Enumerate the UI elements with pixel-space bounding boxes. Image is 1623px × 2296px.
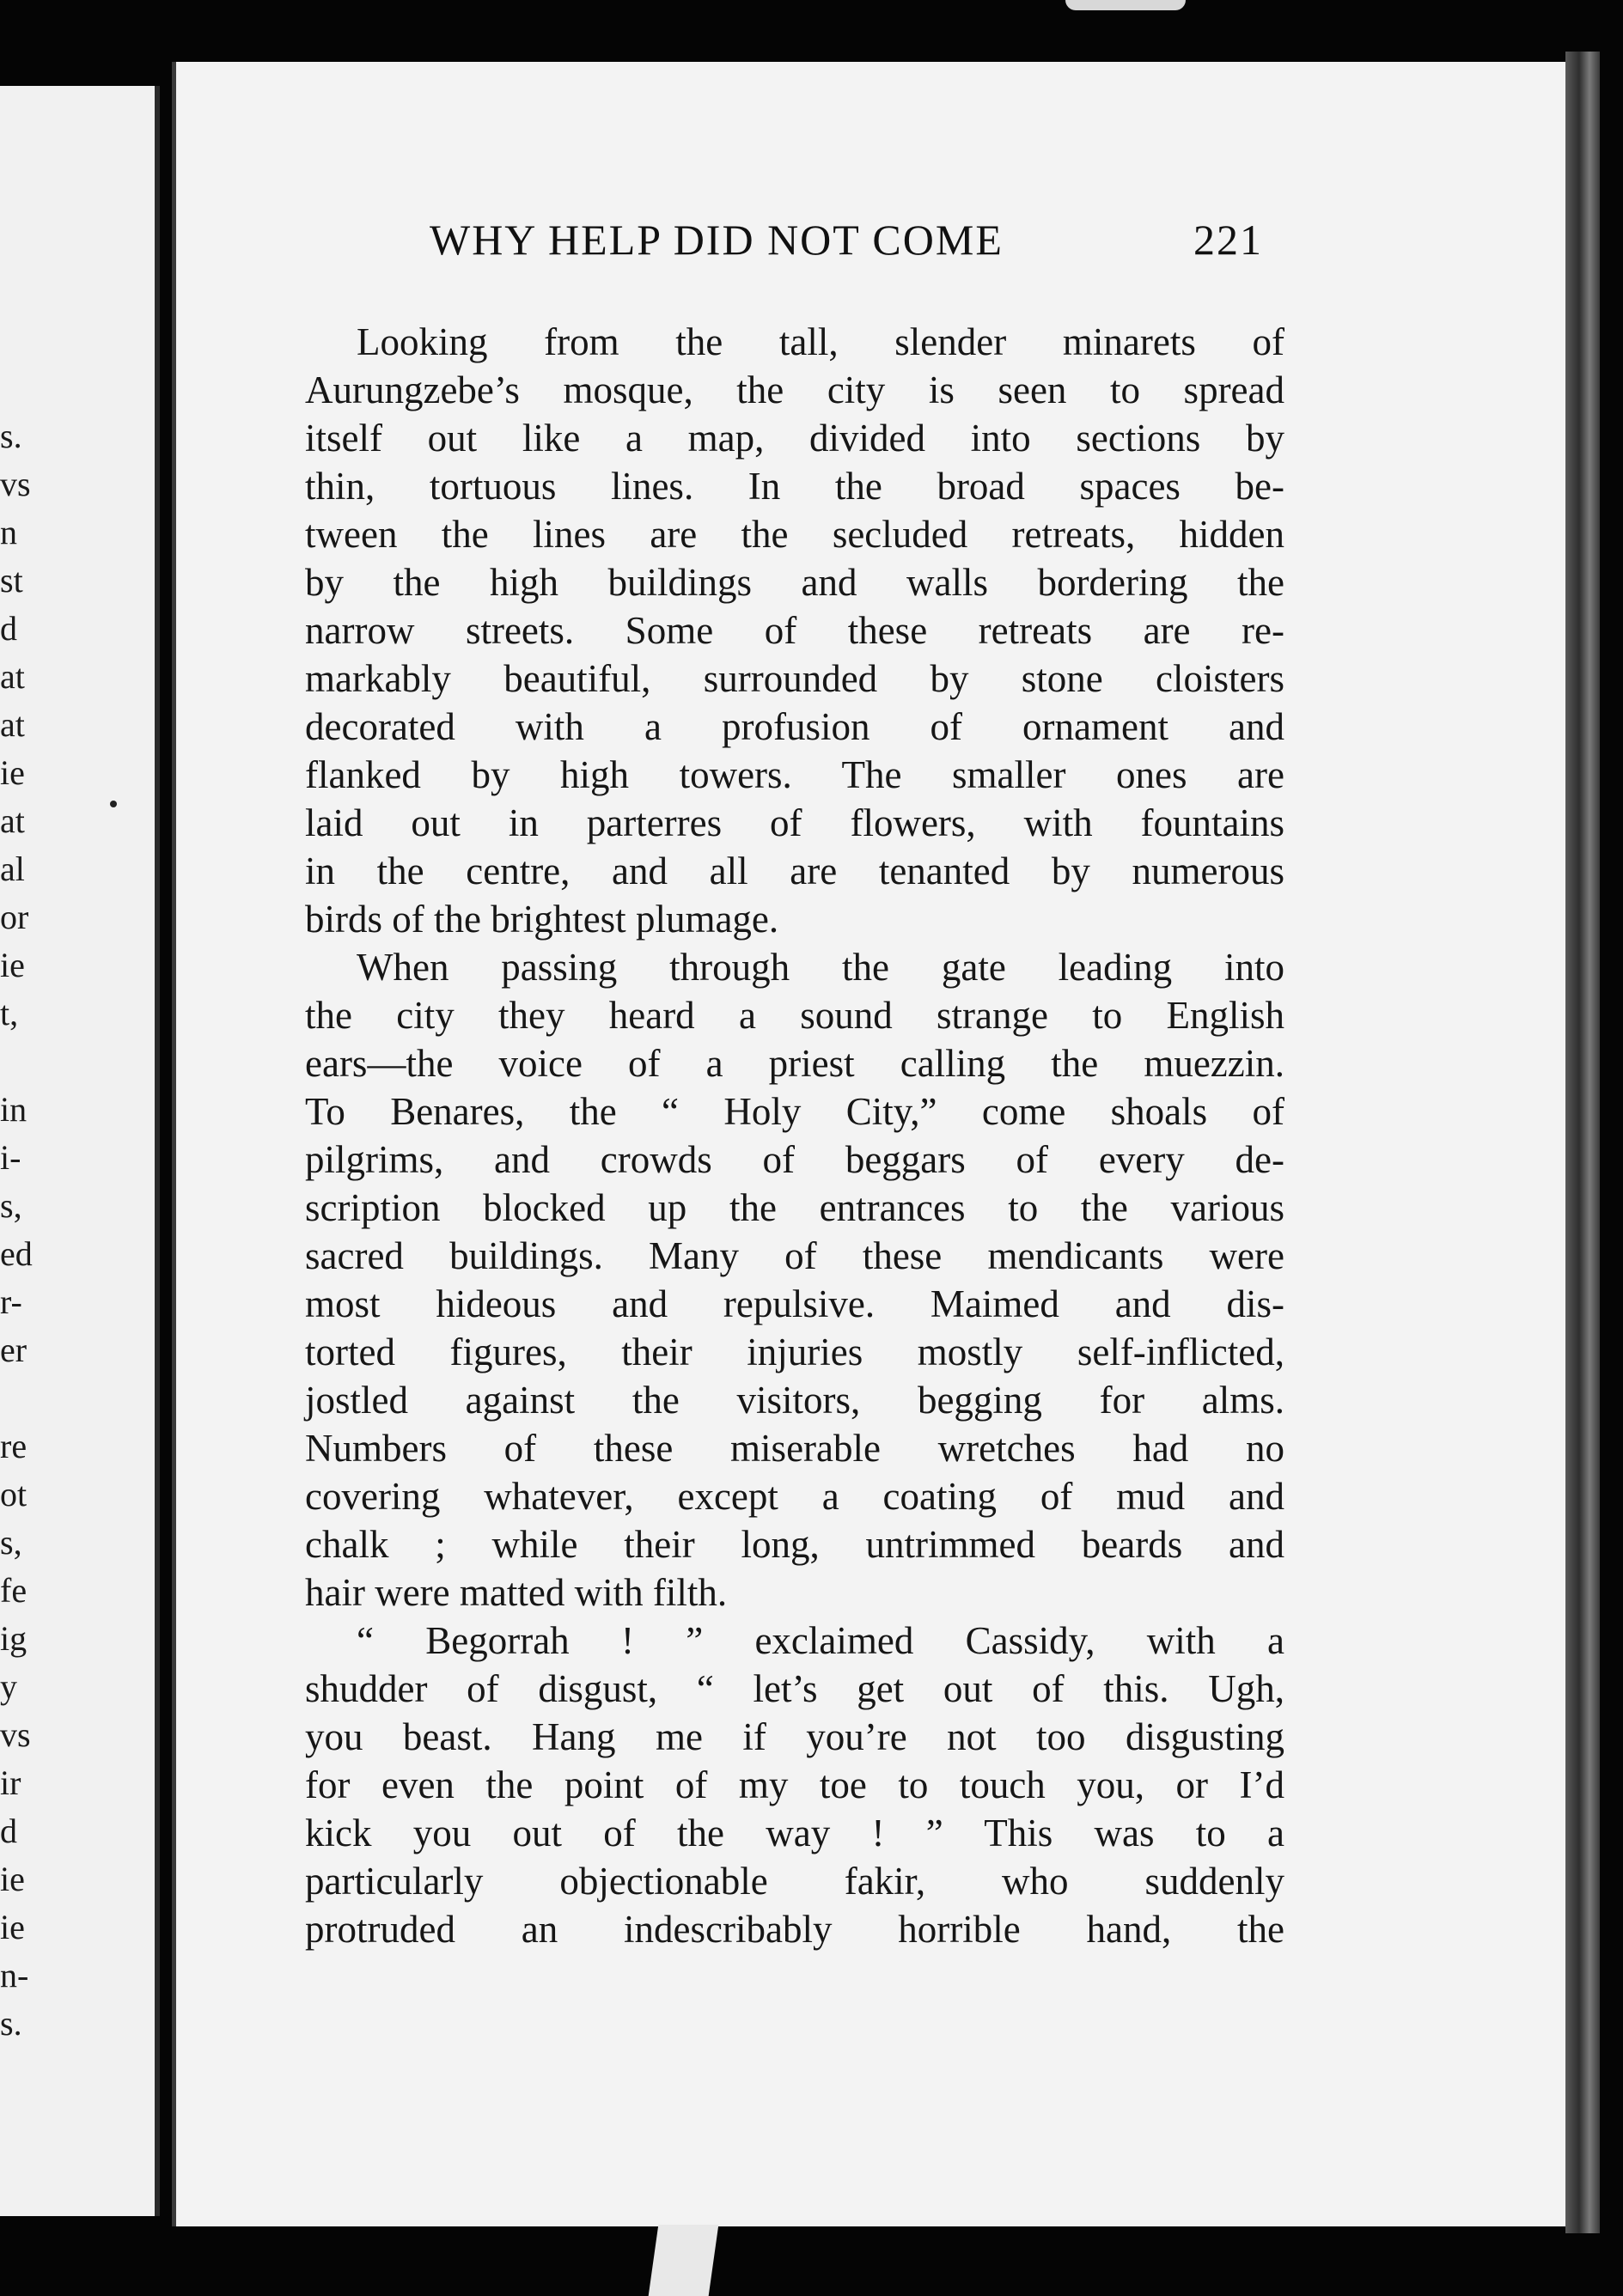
scan-artifact-top	[1065, 0, 1186, 10]
text-line: birds of the brightest plumage.	[305, 898, 779, 941]
left-edge-line: n	[0, 513, 17, 551]
page-number: 221	[1193, 216, 1263, 264]
left-edge-line: y	[0, 1667, 17, 1706]
text-line: covering whatever, except a coating of mud and	[305, 1475, 1284, 1518]
left-edge-line: ir	[0, 1763, 21, 1802]
text-line: markably beautiful, surrounded by stone cloisters	[305, 657, 1284, 700]
text-line: most hideous and repulsive. Maimed and dis-	[305, 1282, 1284, 1325]
left-edge-line: s.	[0, 2004, 22, 2043]
text-line: hair were matted with filth.	[305, 1571, 728, 1614]
left-edge-line: t,	[0, 994, 19, 1032]
left-edge-line: al	[0, 850, 25, 888]
left-edge-line: st	[0, 561, 23, 600]
text-line: pilgrims, and crowds of beggars of every de-	[305, 1138, 1284, 1181]
text-line: protruded an indescribably horrible hand, the	[305, 1908, 1284, 1951]
text-line: kick you out of the way ! ” This was to a	[305, 1812, 1284, 1854]
text-line: sacred buildings. Many of these mendicants were	[305, 1234, 1284, 1277]
left-edge-line: ed	[0, 1234, 33, 1273]
left-edge-line: re	[0, 1427, 27, 1465]
text-line: jostled against the visitors, begging for alms.	[305, 1379, 1284, 1422]
text-line: ears—the voice of a priest calling the muezzin.	[305, 1042, 1284, 1085]
left-edge-line: or	[0, 898, 29, 936]
text-line: scription blocked up the entrances to the various	[305, 1186, 1284, 1229]
left-edge-line: n-	[0, 1956, 29, 1995]
left-edge-line: ie	[0, 946, 25, 984]
text-line: thin, tortuous lines. In the broad spaces be-	[305, 465, 1284, 508]
left-edge-line: s,	[0, 1523, 22, 1562]
text-line: particularly objectionable fakir, who suddenly	[305, 1860, 1284, 1903]
text-line: decorated with a profusion of ornament and	[305, 705, 1284, 748]
text-line: shudder of disgust, “ let’s get out of this. Ugh,	[305, 1667, 1284, 1710]
left-edge-line: ot	[0, 1475, 27, 1513]
bookmark-slip	[648, 2225, 719, 2296]
left-edge-line: at	[0, 705, 25, 744]
left-edge-line: at	[0, 657, 25, 696]
ink-speck	[110, 801, 117, 807]
left-edge-line	[0, 1038, 52, 1086]
text-line: Aurungzebe’s mosque, the city is seen to spread	[305, 368, 1284, 411]
left-page-text-edge	[0, 412, 52, 2048]
left-edge-line: ie	[0, 1860, 25, 1898]
text-line: by the high buildings and walls bordering the	[305, 561, 1284, 604]
text-line: flanked by high towers. The smaller ones are	[305, 753, 1284, 796]
left-edge-line: fe	[0, 1571, 27, 1610]
left-edge-line: ie	[0, 1908, 25, 1946]
page-block-edge	[1565, 52, 1600, 2233]
text-line: itself out like a map, divided into sections by	[305, 417, 1284, 460]
left-edge-line: vs	[0, 1715, 31, 1754]
text-line: torted figures, their injuries mostly self-inflicted,	[305, 1331, 1284, 1373]
text-line: for even the point of my toe to touch you, or I’d	[305, 1763, 1284, 1806]
left-edge-line: i-	[0, 1138, 21, 1177]
text-line: Numbers of these miserable wretches had no	[305, 1427, 1284, 1470]
text-line: chalk ; while their long, untrimmed beards and	[305, 1523, 1284, 1566]
left-edge-line	[0, 1374, 52, 1422]
text-line: laid out in parterres of flowers, with fountains	[305, 801, 1284, 844]
left-edge-line: er	[0, 1331, 27, 1369]
text-line: “ Begorrah ! ” exclaimed Cassidy, with a	[357, 1619, 1284, 1662]
left-edge-line: ie	[0, 753, 25, 792]
text-line: When passing through the gate leading into	[357, 946, 1284, 989]
text-line: To Benares, the “ Holy City,” come shoals of	[305, 1090, 1284, 1133]
text-line: tween the lines are the secluded retreats, hidden	[305, 513, 1284, 556]
left-edge-line: vs	[0, 465, 31, 503]
running-title: WHY HELP DID NOT COME	[430, 216, 1004, 264]
left-edge-line: d	[0, 1812, 17, 1850]
left-edge-line: d	[0, 609, 17, 648]
text-line: in the centre, and all are tenanted by numerous	[305, 850, 1284, 892]
body-text	[305, 318, 1284, 1953]
text-line: Looking from the tall, slender minarets of	[357, 320, 1284, 363]
left-facing-page	[0, 86, 160, 2216]
left-edge-line: ig	[0, 1619, 27, 1658]
left-edge-line: s.	[0, 417, 22, 455]
left-edge-line: in	[0, 1090, 27, 1129]
text-line: the city they heard a sound strange to English	[305, 994, 1284, 1037]
left-edge-line: r-	[0, 1282, 22, 1321]
left-edge-line: at	[0, 801, 25, 840]
text-line: narrow streets. Some of these retreats are re-	[305, 609, 1284, 652]
left-edge-line: s,	[0, 1186, 22, 1225]
text-line: you beast. Hang me if you’re not too disgusting	[305, 1715, 1284, 1758]
